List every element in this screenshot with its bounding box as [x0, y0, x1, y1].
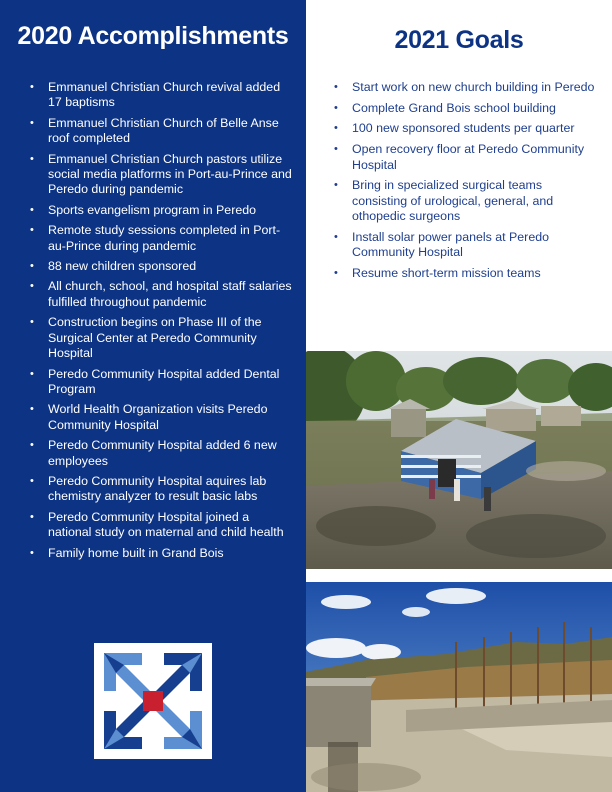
construction-site-photo — [306, 582, 612, 792]
list-item: • All church, school, and hospital staff salaries fulfilled throughout pandemic — [30, 279, 292, 310]
list-item: • Sports evangelism program in Peredo — [30, 203, 292, 218]
list-item: • Install solar power panels at Peredo Community Hospital — [334, 230, 596, 261]
list-item: • 100 new sponsored students per quarter — [334, 121, 596, 136]
list-item: • Start work on new church building in Peredo — [334, 80, 596, 95]
list-item: • Emmanuel Christian Church of Belle Anse roof completed — [30, 116, 292, 147]
list-item: • Emmanuel Christian Church pastors utilize social media platforms in Port-au-Prince and Peredo during pandemic — [30, 152, 292, 198]
list-item: • Family home built in Grand Bois — [30, 546, 292, 561]
list-item: • Peredo Community Hospital added Dental Program — [30, 367, 292, 398]
logo-emblem-icon — [94, 643, 212, 759]
list-item: • Construction begins on Phase III of the Surgical Center at Peredo Community Hospital — [30, 315, 292, 361]
list-item: • Resume short-term mission teams — [334, 266, 596, 281]
list-item: • Bring in specialized surgical teams consisting of urological, general, and othopedic surgeons — [334, 178, 596, 224]
church-building-photo — [306, 351, 612, 569]
list-item: • Remote study sessions completed in Port-au-Prince during pandemic — [30, 223, 292, 254]
list-item: • 88 new children sponsored — [30, 259, 292, 274]
list-item: • Emmanuel Christian Church revival added 17 baptisms — [30, 80, 292, 111]
goals-title: 2021 Goals — [394, 26, 524, 54]
list-item: • World Health Organization visits Peredo Community Hospital — [30, 402, 292, 433]
accomplishments-list — [30, 80, 292, 566]
accomplishments-title: 2020 Accomplishments — [17, 22, 289, 50]
logo-center-square — [143, 691, 163, 711]
organization-logo — [94, 643, 212, 759]
list-item: • Complete Grand Bois school building — [334, 101, 596, 116]
list-item: • Open recovery floor at Peredo Community Hospital — [334, 142, 596, 173]
list-item: • Peredo Community Hospital aquires lab chemistry analyzer to result basic labs — [30, 474, 292, 505]
list-item: • Peredo Community Hospital joined a national study on maternal and child health — [30, 510, 292, 541]
goals-list — [334, 80, 596, 287]
list-item: • Peredo Community Hospital added 6 new employees — [30, 438, 292, 469]
